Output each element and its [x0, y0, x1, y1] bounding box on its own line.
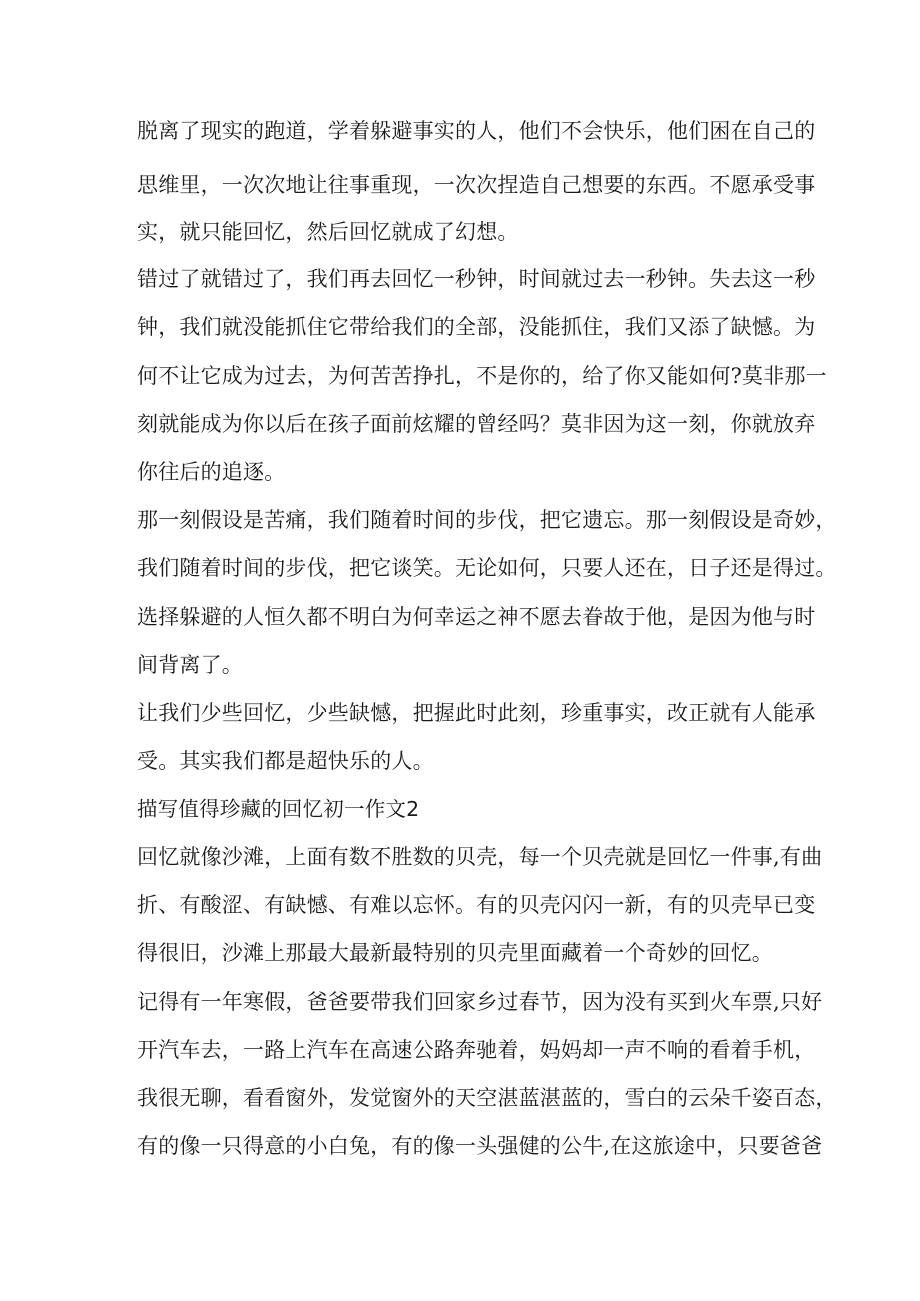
section-heading: 描写值得珍藏的回忆初一作文2	[137, 797, 420, 821]
paragraph-line: 折、有酸涩、有缺憾、有难以忘怀。有的贝壳闪闪一新，有的贝壳早已变	[137, 893, 816, 917]
paragraph-line: 我很无聊，看看窗外，发觉窗外的天空湛蓝湛蓝的，雪白的云朵千姿百态，	[137, 1086, 837, 1110]
paragraph-line: 我们随着时间的步伐，把它谈笑。无论如何，只要人还在，日子还是得过。	[137, 556, 837, 580]
paragraph-line: 思维里，一次次地让往事重现，一次次捏造自己想要的东西。不愿承受事	[137, 173, 816, 197]
paragraph-line: 那一刻假设是苦痛，我们随着时间的步伐，把它遗忘。那一刻假设是奇妙，	[137, 508, 837, 532]
paragraph-line: 有的像一只得意的小白兔，有的像一头强健的公牛,在这旅途中，只要爸爸	[137, 1134, 823, 1158]
paragraph-line: 脱离了现实的跑道，学着躲避事实的人，他们不会快乐，他们困在自己的	[137, 119, 816, 143]
paragraph-line: 得很旧，沙滩上那最大最新最特别的贝壳里面藏着一个奇妙的回忆。	[137, 941, 773, 965]
paragraph-line: 选择躲避的人恒久都不明白为何幸运之神不愿去眷故于他，是因为他与时	[137, 605, 816, 629]
paragraph-line: 你往后的追逐。	[137, 460, 286, 484]
paragraph-line: 让我们少些回忆，少些缺憾，把握此时此刻，珍重事实，改正就有人能承	[137, 701, 816, 725]
paragraph-line: 错过了就错过了，我们再去回忆一秒钟，时间就过去一秒钟。失去这一秒	[137, 267, 816, 291]
paragraph-line: 受。其实我们都是超快乐的人。	[137, 749, 434, 773]
paragraph-line: 间背离了。	[137, 653, 243, 677]
paragraph-line: 记得有一年寒假，爸爸要带我们回家乡过春节，因为没有买到火车票,只好	[137, 990, 823, 1014]
paragraph-line: 钟，我们就没能抓住它带给我们的全部，没能抓住，我们又添了缺憾。为	[137, 315, 816, 339]
paragraph-line: 何不让它成为过去，为何苦苦挣扎，不是你的，给了你又能如何?莫非那一	[137, 364, 827, 388]
paragraph-line: 实，就只能回忆，然后回忆就成了幻想。	[137, 220, 519, 244]
paragraph-line: 刻就能成为你以后在孩子面前炫耀的曾经吗？莫非因为这一刻，你就放弃	[137, 412, 816, 436]
paragraph-line: 回忆就像沙滩，上面有数不胜数的贝壳，每一个贝壳就是回忆一件事,有曲	[137, 845, 823, 869]
paragraph-line: 开汽车去，一路上汽车在高速公路奔驰着，妈妈却一声不响的看着手机，	[137, 1038, 816, 1062]
